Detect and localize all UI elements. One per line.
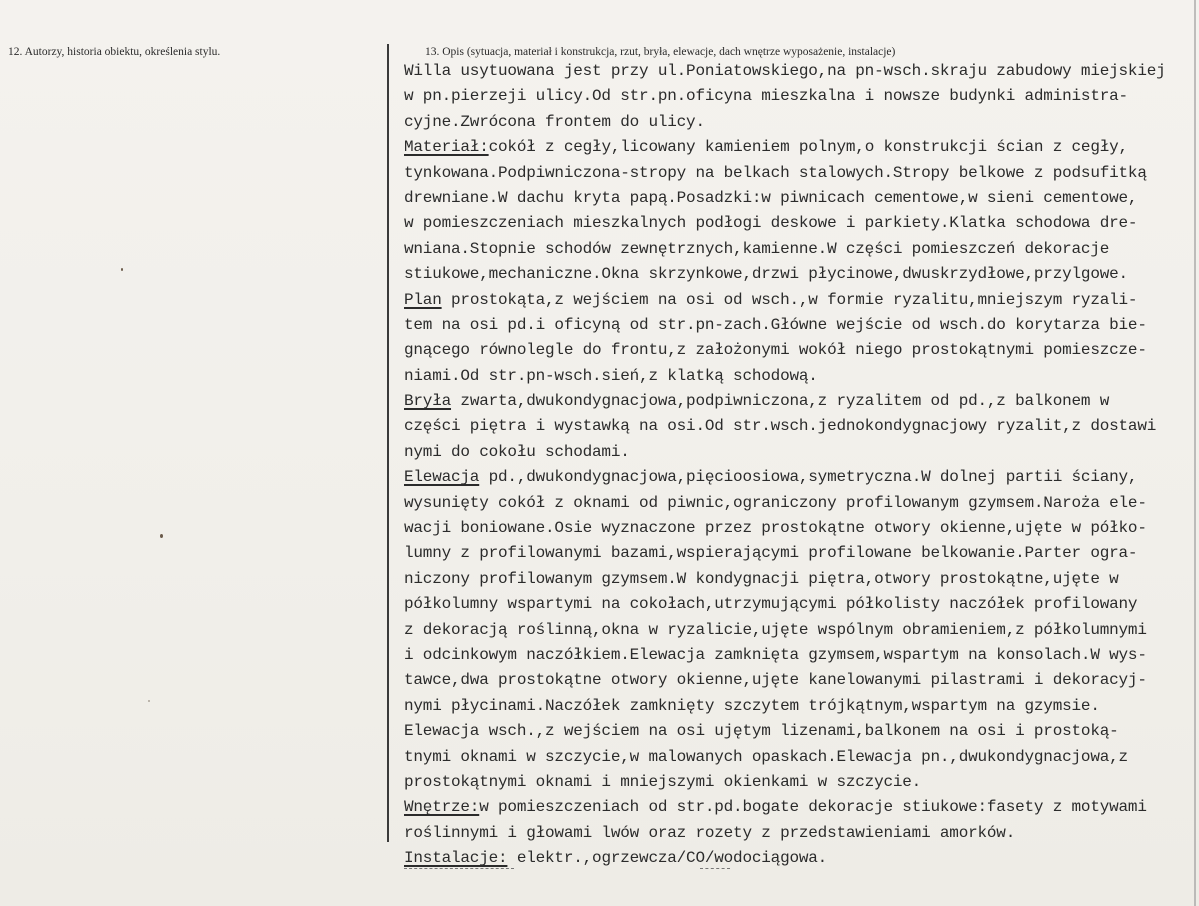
text-line xyxy=(404,745,1199,770)
section-13-header: 13. Opis (sytuacja, materiał i konstrukcja, rzut, bryła, elewacje, dach wnętrze wyposażenie, instalacje) xyxy=(425,46,896,58)
paper-speck xyxy=(121,268,123,271)
line-text: nymi płycinami.Naczółek zamknięty szczytem trójkątnym,wspartym na gzymsie. xyxy=(404,696,1100,715)
section-keyword: Plan xyxy=(404,290,442,309)
description-text xyxy=(404,59,1199,872)
text-line xyxy=(404,186,1199,211)
line-text: roślinnymi i głowami lwów oraz rozety z przedstawieniami amorków. xyxy=(404,823,1016,842)
text-line xyxy=(404,110,1199,135)
line-text: części piętra i wystawką na osi.Od str.wsch.jednokondygnacjowy ryzalit,z dostawi xyxy=(404,417,1157,436)
line-text: wniana.Stopnie schodów zewnętrznych,kamienne.W części pomieszczeń dekoracje xyxy=(404,239,1110,258)
text-line xyxy=(404,846,1199,871)
line-text: wysunięty cokół z oknami od piwnic,ograniczony profilowanym gzymsem.Naroża ele- xyxy=(404,493,1147,512)
line-text: cyjne.Zwrócona frontem do ulicy. xyxy=(404,112,705,131)
line-text: lumny z profilowanymi bazami,wspierającymi profilowane belkowanie.Parter ogra- xyxy=(404,544,1138,563)
text-line xyxy=(404,364,1199,389)
line-text: elektr.,ogrzewcza/CO/wodociągowa. xyxy=(507,849,828,868)
text-line xyxy=(404,84,1199,109)
text-line xyxy=(404,567,1199,592)
text-line xyxy=(404,516,1199,541)
text-line xyxy=(404,668,1199,693)
text-line xyxy=(404,262,1199,287)
text-line xyxy=(404,288,1199,313)
line-text: Willa usytuowana jest przy ul.Poniatowskiego,na pn-wsch.skraju zabudowy miejskiej xyxy=(404,62,1166,80)
line-text: wacji boniowane.Osie wyznaczone przez prostokątne otwory okienne,ujęte w półko- xyxy=(404,519,1147,538)
line-text: półkolumny wspartymi na cokołach,utrzymującymi półkolisty naczółek profilowany xyxy=(404,595,1138,614)
text-line xyxy=(404,465,1199,490)
line-text: i odcinkowym naczółkiem.Elewacja zamknięta gzymsem,wspartym na konsolach.W wys- xyxy=(404,645,1147,664)
line-text: zwarta,dwukondygnacjowa,podpiwniczona,z ryzalitem od pd.,z balkonem w xyxy=(451,392,1110,411)
line-text: prostokątnymi oknami i mniejszymi okienkami w szczycie. xyxy=(404,772,922,791)
line-text: tnymi oknami w szczycie,w malowanych opaskach.Elewacja pn.,dwukondygnacjowa,z xyxy=(404,747,1128,766)
text-line xyxy=(404,440,1199,465)
line-text: niczony profilowanym gzymsem.W kondygnacji piętra,otwory prostokątne,ujęte w xyxy=(404,569,1119,588)
text-line xyxy=(404,491,1199,516)
text-line xyxy=(404,821,1199,846)
section-keyword: Instalacje: xyxy=(404,849,508,868)
text-line xyxy=(404,414,1199,439)
line-text: drewniane.W dachu kryta papą.Posadzki:w piwnicach cementowe,w sieni cementowe, xyxy=(404,188,1138,207)
text-line xyxy=(404,313,1199,338)
line-text: cokół z cegły,licowany kamieniem polnym,o konstrukcji ścian z cegły, xyxy=(488,138,1128,157)
bottom-rule xyxy=(404,868,514,870)
text-line xyxy=(404,541,1199,566)
text-line xyxy=(404,694,1199,719)
line-text: tynkowana.Podpiwniczona-stropy na belkach stalowych.Stropy belkowe z podsufitką xyxy=(404,163,1147,182)
text-line xyxy=(404,770,1199,795)
bottom-rule xyxy=(700,868,730,870)
line-text: z dekoracją roślinną,okna w ryzalicie,ujęte wspólnym obramieniem,z półkolumnymi xyxy=(404,620,1147,639)
line-text: tawce,dwa prostokątne otwory okienne,ujęte kanelowanymi pilastrami i dekoracyj- xyxy=(404,671,1147,690)
text-line xyxy=(404,643,1199,668)
text-line xyxy=(404,592,1199,617)
section-keyword: Wnętrze: xyxy=(404,798,480,817)
line-text: nymi do cokołu schodami. xyxy=(404,442,630,461)
line-text: stiukowe,mechaniczne.Okna skrzynkowe,drzwi płycinowe,dwuskrzydłowe,przylgowe. xyxy=(404,265,1128,284)
paper-speck xyxy=(148,700,150,702)
line-text: w pn.pierzeji ulicy.Od str.pn.oficyna mieszkalna i nowsze budynki administra- xyxy=(404,87,1128,106)
line-text: gnącego równolegle do frontu,z założonymi wokół niego prostokątnymi pomieszcze- xyxy=(404,341,1147,360)
column-divider xyxy=(387,44,389,842)
line-text: w pomieszczeniach mieszkalnych podłogi deskowe i parkiety.Klatka schodowa dre- xyxy=(404,214,1138,233)
text-line xyxy=(404,618,1199,643)
text-line xyxy=(404,389,1199,414)
text-line xyxy=(404,135,1199,160)
line-text: tem na osi pd.i oficyną od str.pn-zach.Główne wejście od wsch.do korytarza bie- xyxy=(404,315,1147,334)
text-line xyxy=(404,795,1199,820)
text-line xyxy=(404,59,1199,84)
line-text: w pomieszczeniach od str.pd.bogate dekoracje stiukowe:fasety z motywami xyxy=(479,798,1147,817)
text-line xyxy=(404,338,1199,363)
text-line xyxy=(404,161,1199,186)
section-keyword: Bryła xyxy=(404,392,452,411)
line-text: pd.,dwukondygnacjowa,pięcioosiowa,symetryczna.W dolnej partii ściany, xyxy=(479,468,1138,487)
line-text: niami.Od str.pn-wsch.sień,z klatką schodową. xyxy=(404,366,818,385)
section-keyword: Materiał: xyxy=(404,138,489,157)
text-line xyxy=(404,237,1199,262)
section-12-header: 12. Autorzy, historia obiektu, określenia stylu. xyxy=(8,46,221,58)
line-text: prostokąta,z wejściem na osi od wsch.,w formie ryzalitu,mniejszym ryzali- xyxy=(441,290,1138,309)
paper-speck xyxy=(160,534,163,538)
text-line xyxy=(404,719,1199,744)
section-keyword: Elewacja xyxy=(404,468,480,487)
text-line xyxy=(404,211,1199,236)
line-text: Elewacja wsch.,z wejściem na osi ujętym lizenami,balkonem na osi i prostoką- xyxy=(404,722,1119,741)
